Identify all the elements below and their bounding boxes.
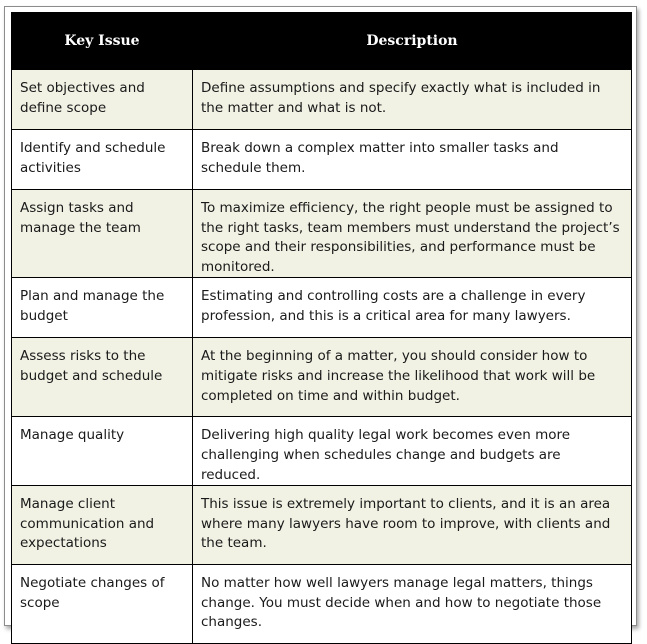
description-cell: This issue is extremely important to clients, and it is an area where many lawyers have room to improve, with clients and the team. <box>193 486 632 565</box>
description-cell: Estimating and controlling costs are a challenge in every profession, and this is a critical area for many lawyers. <box>193 278 632 338</box>
column-header-description: Description <box>193 13 632 70</box>
key-issue-cell: Negotiate changes of scope <box>12 565 193 644</box>
table-row <box>12 565 632 644</box>
table-row <box>12 486 632 565</box>
key-issue-cell: Assign tasks and manage the team <box>12 190 193 278</box>
column-header-key-issue: Key Issue <box>12 13 193 70</box>
key-issue-cell: Set objectives and define scope <box>12 70 193 130</box>
key-issue-cell: Manage client communication and expectations <box>12 486 193 565</box>
table-row <box>12 190 632 278</box>
description-cell: At the beginning of a matter, you should consider how to mitigate risks and increase the likelihood that work will be completed on time and within budget. <box>193 338 632 417</box>
table-row <box>12 130 632 190</box>
key-issue-cell: Assess risks to the budget and schedule <box>12 338 193 417</box>
key-issue-cell: Plan and manage the budget <box>12 278 193 338</box>
table-row <box>12 278 632 338</box>
key-issues-table <box>11 12 632 644</box>
description-cell: Delivering high quality legal work becomes even more challenging when schedules change and budgets are reduced. <box>193 417 632 486</box>
description-cell: To maximize efficiency, the right people must be assigned to the right tasks, team members must understand the project’s scope and their responsibilities, and performance must be monitored. <box>193 190 632 278</box>
description-cell: Break down a complex matter into smaller tasks and schedule them. <box>193 130 632 190</box>
key-issue-cell: Manage quality <box>12 417 193 486</box>
header-row <box>12 13 632 70</box>
table-frame <box>4 6 637 631</box>
key-issue-cell: Identify and schedule activities <box>12 130 193 190</box>
table-row <box>12 417 632 486</box>
description-cell: No matter how well lawyers manage legal matters, things change. You must decide when and how to negotiate those changes. <box>193 565 632 644</box>
description-cell: Define assumptions and specify exactly what is included in the matter and what is not. <box>193 70 632 130</box>
table-row <box>12 338 632 417</box>
table-row <box>12 70 632 130</box>
